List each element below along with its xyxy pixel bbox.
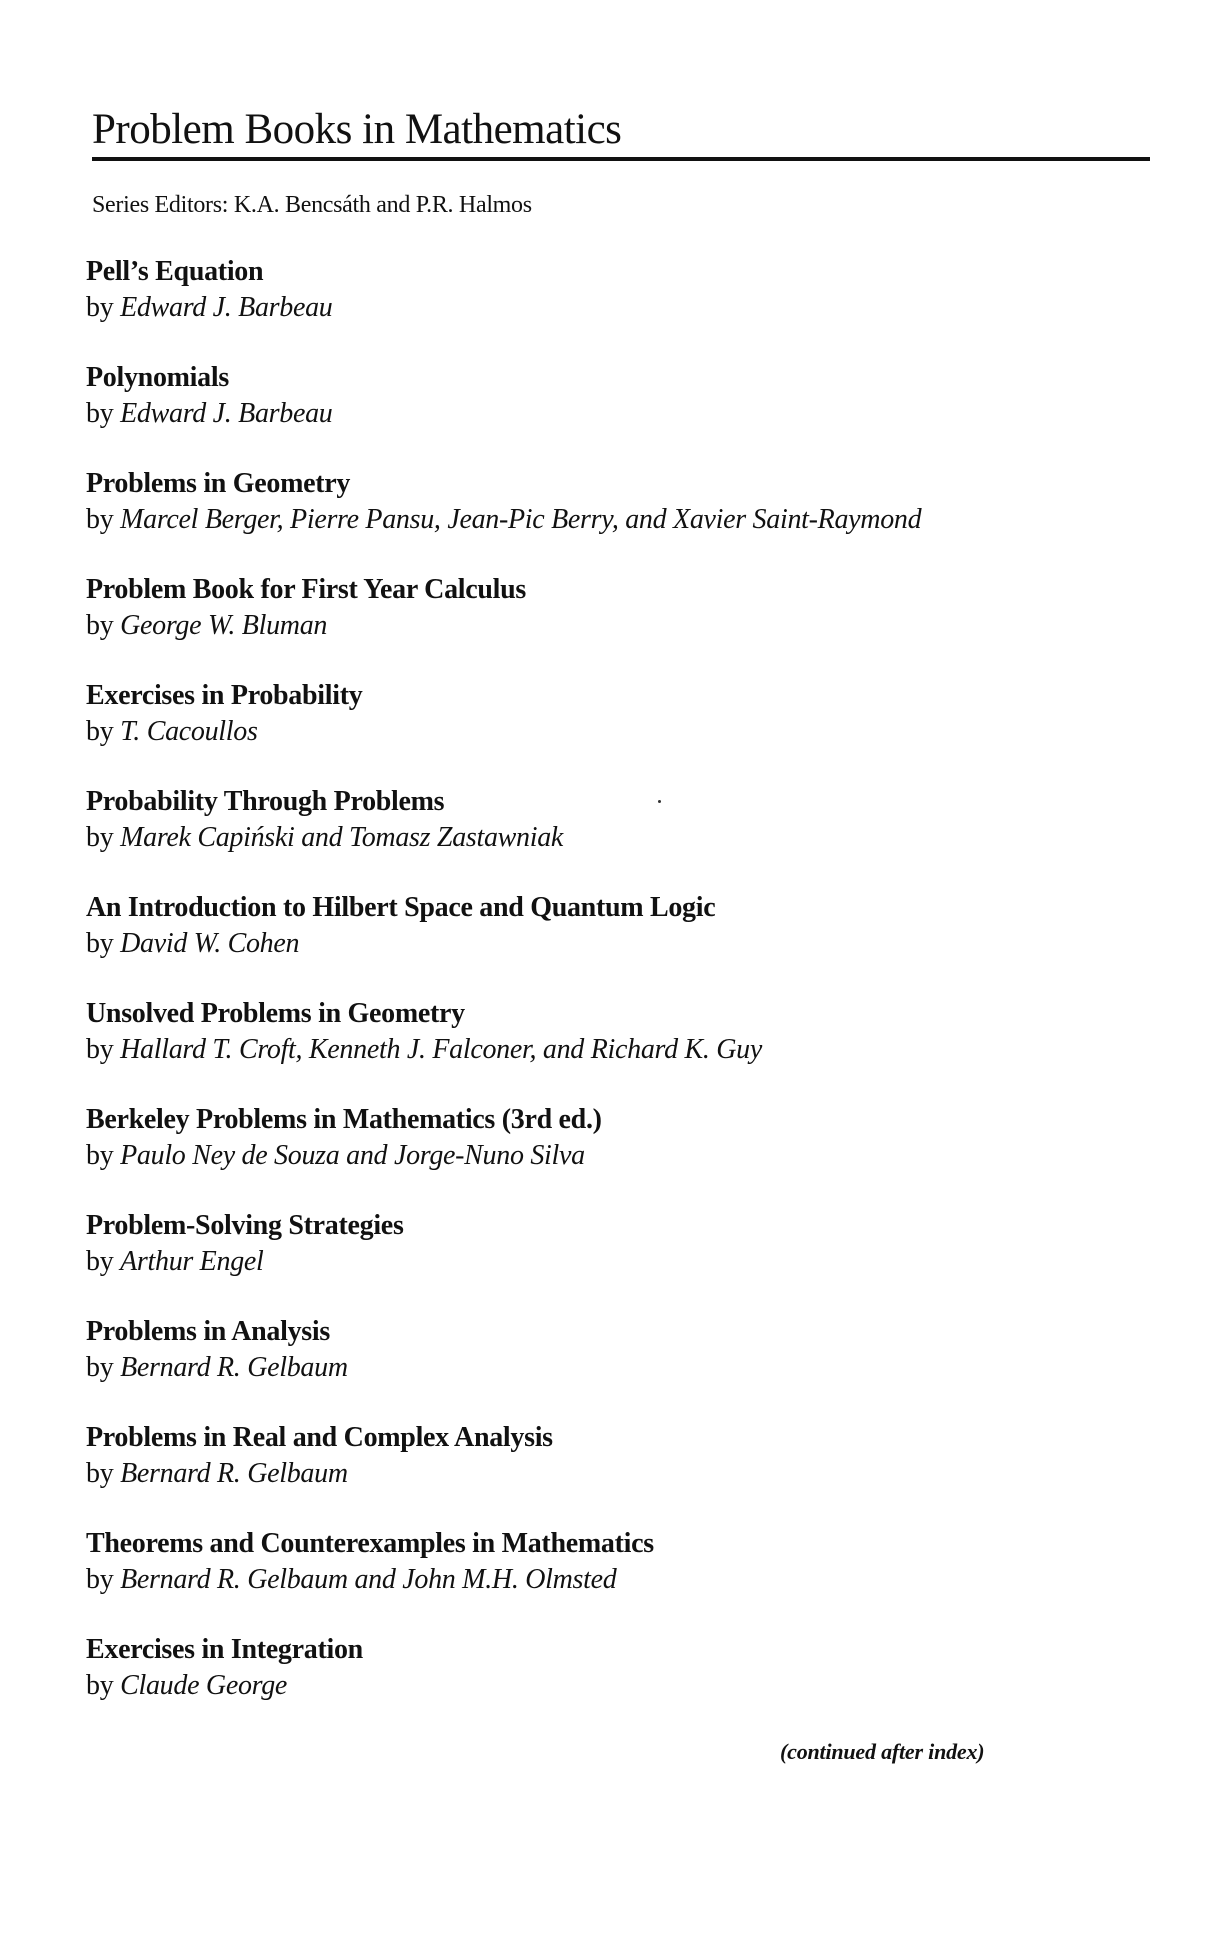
by-label: by: [86, 1670, 114, 1701]
series-editors: Series Editors: K.A. Bencsáth and P.R. Halmos: [92, 192, 532, 218]
book-title: Polynomials: [86, 362, 229, 393]
book-title: Problems in Real and Complex Analysis: [86, 1422, 553, 1453]
book-author-line: [86, 1244, 1186, 1280]
book-author-line: [86, 926, 1186, 962]
book-authors: Bernard R. Gelbaum and John M.H. Olmsted: [120, 1564, 617, 1595]
book-title: Problems in Geometry: [86, 468, 351, 499]
book-authors: Bernard R. Gelbaum: [120, 1458, 348, 1489]
by-label: by: [86, 928, 114, 959]
book-title: Theorems and Counterexamples in Mathematics: [86, 1528, 654, 1559]
book-entry: [86, 466, 1186, 572]
book-title: Pell’s Equation: [86, 256, 264, 287]
book-title: Problem-Solving Strategies: [86, 1210, 404, 1241]
series-title: Problem Books in Mathematics: [92, 106, 622, 153]
by-label: by: [86, 1140, 114, 1171]
book-author-line: [86, 502, 1186, 538]
book-authors: Marek Capiński and Tomasz Zastawniak: [120, 822, 564, 853]
by-label: by: [86, 716, 114, 747]
book-authors: Marcel Berger, Pierre Pansu, Jean-Pic Berry, and Xavier Saint-Raymond: [120, 504, 922, 535]
book-authors: Hallard T. Croft, Kenneth J. Falconer, and Richard K. Guy: [120, 1034, 762, 1065]
book-author-line: [86, 1350, 1186, 1386]
book-author-line: [86, 1138, 1186, 1174]
book-author-line: [86, 820, 1186, 856]
by-label: by: [86, 1246, 114, 1277]
by-label: by: [86, 1458, 114, 1489]
book-authors: Claude George: [120, 1670, 288, 1701]
book-title: Unsolved Problems in Geometry: [86, 998, 465, 1029]
book-entry: [86, 1420, 1186, 1526]
book-authors: Arthur Engel: [120, 1246, 264, 1277]
book-authors: Bernard R. Gelbaum: [120, 1352, 348, 1383]
book-author-line: [86, 290, 1186, 326]
book-author-line: [86, 1562, 1186, 1598]
book-title: Berkeley Problems in Mathematics (3rd ed.): [86, 1104, 602, 1135]
by-label: by: [86, 610, 114, 641]
book-entry: [86, 254, 1186, 360]
book-entry: [86, 1526, 1186, 1632]
book-entry: [86, 1632, 1186, 1738]
book-authors: Edward J. Barbeau: [120, 292, 333, 323]
continued-note: (continued after index): [780, 1739, 985, 1764]
by-label: by: [86, 1034, 114, 1065]
book-entry: [86, 1208, 1186, 1314]
book-authors: George W. Bluman: [120, 610, 328, 641]
book-title: Probability Through Problems: [86, 786, 445, 817]
book-title: Problems in Analysis: [86, 1316, 330, 1347]
book-entry: [86, 678, 1186, 784]
book-author-line: [86, 396, 1186, 432]
by-label: by: [86, 292, 114, 323]
book-title: Exercises in Probability: [86, 680, 363, 711]
title-rule: [92, 157, 1150, 161]
by-label: by: [86, 398, 114, 429]
book-authors: Edward J. Barbeau: [120, 398, 333, 429]
book-entry: [86, 1314, 1186, 1420]
book-authors: Paulo Ney de Souza and Jorge-Nuno Silva: [120, 1140, 585, 1171]
book-title: Exercises in Integration: [86, 1634, 363, 1665]
by-label: by: [86, 1352, 114, 1383]
book-authors: T. Cacoullos: [120, 716, 258, 747]
book-title: An Introduction to Hilbert Space and Quantum Logic: [86, 892, 716, 923]
book-entry: [86, 996, 1186, 1102]
book-author-line: [86, 714, 1186, 750]
book-author-line: [86, 1032, 1186, 1068]
book-authors: David W. Cohen: [120, 928, 300, 959]
print-speck: [658, 800, 661, 803]
book-title: Problem Book for First Year Calculus: [86, 574, 527, 605]
book-author-line: [86, 608, 1186, 644]
book-entry: [86, 784, 1186, 890]
book-author-line: [86, 1668, 1186, 1704]
by-label: by: [86, 1564, 114, 1595]
book-entry: [86, 360, 1186, 466]
book-entry: [86, 572, 1186, 678]
book-entry: [86, 890, 1186, 996]
by-label: by: [86, 822, 114, 853]
book-author-line: [86, 1456, 1186, 1492]
book-entry: [86, 1102, 1186, 1208]
book-list: [86, 254, 1186, 1738]
by-label: by: [86, 504, 114, 535]
